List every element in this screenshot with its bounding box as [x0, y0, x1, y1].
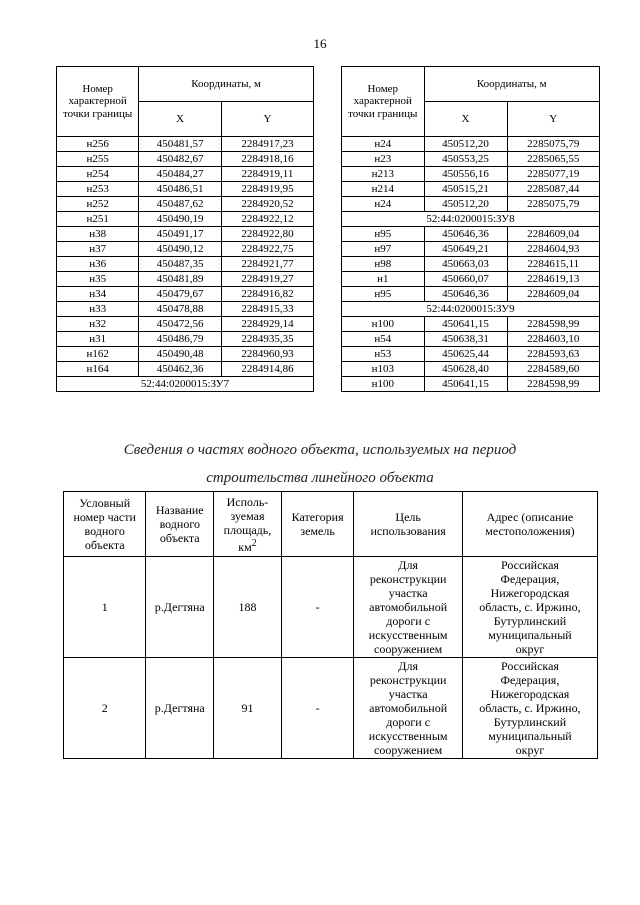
point-id-cell: н164: [57, 362, 139, 377]
table-row: [342, 317, 600, 332]
y-coordinate-cell: 2284922,75: [221, 242, 313, 257]
y-coordinate-cell: 2284916,82: [221, 287, 313, 302]
page-number: 16: [313, 36, 327, 51]
y-coordinate-cell: 2284919,11: [221, 167, 313, 182]
y-coordinate-cell: 2284922,12: [221, 212, 313, 227]
table-row: [57, 302, 314, 317]
header-address: Адрес (описание местоположения): [462, 492, 597, 557]
table-row: [342, 287, 600, 302]
table-row: [342, 242, 600, 257]
header-point: Номер характерной точки границы: [57, 67, 139, 137]
table-row: [57, 137, 314, 152]
point-id-cell: н213: [342, 167, 425, 182]
y-coordinate-cell: 2284919,95: [221, 182, 313, 197]
y-coordinate-cell: 2284919,27: [221, 272, 313, 287]
table-row: [57, 317, 314, 332]
header-area-sup: 2: [251, 537, 257, 549]
x-coordinate-cell: 450663,03: [424, 257, 507, 272]
header-object-name: Название водного объекта: [146, 492, 214, 557]
y-coordinate-cell: 2284960,93: [221, 347, 313, 362]
section-title-line2: строительства линейного объекта: [206, 470, 434, 486]
x-coordinate-cell: 450641,15: [424, 377, 507, 392]
y-coordinate-cell: 2284915,33: [221, 302, 313, 317]
purpose-cell: Для реконструкции участка автомобильной дороги с искусственным сооружением: [354, 557, 462, 658]
x-coordinate-cell: 450490,48: [139, 347, 222, 362]
header-part-number: Условный номер части водного объекта: [64, 492, 146, 557]
table-row: [342, 227, 600, 242]
header-area: [214, 492, 282, 557]
header-coordinates: Координаты, м: [139, 67, 314, 102]
point-id-cell: н95: [342, 227, 425, 242]
x-coordinate-cell: 450487,62: [139, 197, 222, 212]
point-id-cell: н54: [342, 332, 425, 347]
point-id-cell: н33: [57, 302, 139, 317]
y-coordinate-cell: 2284619,13: [507, 272, 600, 287]
table-row: [57, 362, 314, 377]
point-id-cell: н98: [342, 257, 425, 272]
x-coordinate-cell: 450487,35: [139, 257, 222, 272]
header-y: Y: [507, 102, 600, 137]
x-coordinate-cell: 450490,19: [139, 212, 222, 227]
y-coordinate-cell: 2284917,23: [221, 137, 313, 152]
x-coordinate-cell: 450628,40: [424, 362, 507, 377]
y-coordinate-cell: 2284598,99: [507, 377, 600, 392]
land-plot-label: 52:44:0200015:ЗУ9: [342, 302, 600, 317]
point-id-cell: н24: [342, 137, 425, 152]
x-coordinate-cell: 450482,67: [139, 152, 222, 167]
coordinates-right-group2: [342, 227, 600, 302]
x-coordinate-cell: 450479,67: [139, 287, 222, 302]
point-id-cell: н97: [342, 242, 425, 257]
x-coordinate-cell: 450646,36: [424, 287, 507, 302]
purpose-cell: Для реконструкции участка автомобильной дороги с искусственным сооружением: [354, 658, 462, 759]
table-row: [57, 212, 314, 227]
point-id-cell: н36: [57, 257, 139, 272]
header-y: Y: [221, 102, 313, 137]
table-row: [57, 272, 314, 287]
point-id-cell: н53: [342, 347, 425, 362]
table-row: [342, 377, 600, 392]
header-point: Номер характерной точки границы: [342, 67, 425, 137]
header-purpose: Цель использования: [354, 492, 462, 557]
y-coordinate-cell: 2284914,86: [221, 362, 313, 377]
point-id-cell: н103: [342, 362, 425, 377]
table-row: [57, 257, 314, 272]
area-cell: 188: [214, 557, 282, 658]
point-id-cell: н254: [57, 167, 139, 182]
coordinates-left-body: [57, 137, 314, 377]
land-category-cell: -: [281, 658, 354, 759]
table-row: [57, 182, 314, 197]
point-id-cell: н23: [342, 152, 425, 167]
table-row: [57, 287, 314, 302]
y-coordinate-cell: 2285075,79: [507, 197, 600, 212]
point-id-cell: н31: [57, 332, 139, 347]
x-coordinate-cell: 450625,44: [424, 347, 507, 362]
y-coordinate-cell: 2284921,77: [221, 257, 313, 272]
x-coordinate-cell: 450484,27: [139, 167, 222, 182]
y-coordinate-cell: 2285065,55: [507, 152, 600, 167]
point-id-cell: н214: [342, 182, 425, 197]
table-row: [64, 658, 598, 759]
point-id-cell: н38: [57, 227, 139, 242]
y-coordinate-cell: 2284593,63: [507, 347, 600, 362]
table-row: [57, 347, 314, 362]
point-id-cell: н34: [57, 287, 139, 302]
point-id-cell: н95: [342, 287, 425, 302]
point-id-cell: н251: [57, 212, 139, 227]
x-coordinate-cell: 450646,36: [424, 227, 507, 242]
x-coordinate-cell: 450638,31: [424, 332, 507, 347]
coordinates-table-left: [56, 66, 314, 392]
x-coordinate-cell: 450486,79: [139, 332, 222, 347]
table-row: [342, 272, 600, 287]
x-coordinate-cell: 450481,89: [139, 272, 222, 287]
table-row: [342, 152, 600, 167]
area-cell: 91: [214, 658, 282, 759]
y-coordinate-cell: 2285077,19: [507, 167, 600, 182]
address-cell: Российская Федерация, Нижегородская область, с. Иржино, Бутурлинский муниципальный округ: [462, 557, 597, 658]
header-x: X: [424, 102, 507, 137]
point-id-cell: н256: [57, 137, 139, 152]
table-row: [57, 242, 314, 257]
x-coordinate-cell: 450486,51: [139, 182, 222, 197]
y-coordinate-cell: 2284615,11: [507, 257, 600, 272]
part-number-cell: 2: [64, 658, 146, 759]
header-land-category: Категория земель: [281, 492, 354, 557]
table-row: [342, 332, 600, 347]
water-object-table: [63, 491, 598, 759]
point-id-cell: н253: [57, 182, 139, 197]
y-coordinate-cell: 2284920,52: [221, 197, 313, 212]
x-coordinate-cell: 450556,16: [424, 167, 507, 182]
water-object-body: [64, 557, 598, 759]
land-plot-label: 52:44:0200015:ЗУ8: [342, 212, 600, 227]
point-id-cell: н35: [57, 272, 139, 287]
table-row: [342, 137, 600, 152]
object-name-cell: р.Дегтяна: [146, 557, 214, 658]
coordinates-right-group1: [342, 137, 600, 212]
point-id-cell: н252: [57, 197, 139, 212]
section-title-line1: Сведения о частях водного объекта, используемых на период: [123, 442, 517, 458]
table-row: [342, 257, 600, 272]
y-coordinate-cell: 2284935,35: [221, 332, 313, 347]
y-coordinate-cell: 2284598,99: [507, 317, 600, 332]
table-row: [342, 182, 600, 197]
point-id-cell: н100: [342, 377, 425, 392]
x-coordinate-cell: 450462,36: [139, 362, 222, 377]
table-row: [64, 557, 598, 658]
table-row: [57, 152, 314, 167]
table-row: [57, 227, 314, 242]
point-id-cell: н1: [342, 272, 425, 287]
header-area-text: Исполь-зуемая площадь, км: [223, 494, 272, 554]
land-plot-label: 52:44:0200015:ЗУ7: [57, 377, 314, 392]
table-row: [342, 197, 600, 212]
point-id-cell: н100: [342, 317, 425, 332]
x-coordinate-cell: 450478,88: [139, 302, 222, 317]
table-row: [342, 347, 600, 362]
x-coordinate-cell: 450649,21: [424, 242, 507, 257]
y-coordinate-cell: 2285075,79: [507, 137, 600, 152]
header-coordinates: Координаты, м: [424, 67, 599, 102]
coordinates-table-right: [341, 66, 600, 392]
y-coordinate-cell: 2284918,16: [221, 152, 313, 167]
table-row: [57, 167, 314, 182]
address-cell: Российская Федерация, Нижегородская область, с. Иржино, Бутурлинский муниципальный округ: [462, 658, 597, 759]
x-coordinate-cell: 450641,15: [424, 317, 507, 332]
table-row: [342, 167, 600, 182]
x-coordinate-cell: 450512,20: [424, 197, 507, 212]
land-category-cell: -: [281, 557, 354, 658]
y-coordinate-cell: 2284609,04: [507, 227, 600, 242]
x-coordinate-cell: 450472,56: [139, 317, 222, 332]
x-coordinate-cell: 450490,12: [139, 242, 222, 257]
x-coordinate-cell: 450491,17: [139, 227, 222, 242]
point-id-cell: н32: [57, 317, 139, 332]
y-coordinate-cell: 2284589,60: [507, 362, 600, 377]
x-coordinate-cell: 450481,57: [139, 137, 222, 152]
y-coordinate-cell: 2284929,14: [221, 317, 313, 332]
part-number-cell: 1: [64, 557, 146, 658]
y-coordinate-cell: 2284603,10: [507, 332, 600, 347]
y-coordinate-cell: 2284604,93: [507, 242, 600, 257]
point-id-cell: н24: [342, 197, 425, 212]
point-id-cell: н255: [57, 152, 139, 167]
coordinates-right-group3: [342, 317, 600, 392]
y-coordinate-cell: 2284609,04: [507, 287, 600, 302]
y-coordinate-cell: 2285087,44: [507, 182, 600, 197]
table-row: [57, 197, 314, 212]
y-coordinate-cell: 2284922,80: [221, 227, 313, 242]
header-x: X: [139, 102, 222, 137]
point-id-cell: н37: [57, 242, 139, 257]
x-coordinate-cell: 450512,20: [424, 137, 507, 152]
table-row: [342, 362, 600, 377]
x-coordinate-cell: 450515,21: [424, 182, 507, 197]
x-coordinate-cell: 450660,07: [424, 272, 507, 287]
point-id-cell: н162: [57, 347, 139, 362]
object-name-cell: р.Дегтяна: [146, 658, 214, 759]
table-row: [57, 332, 314, 347]
x-coordinate-cell: 450553,25: [424, 152, 507, 167]
